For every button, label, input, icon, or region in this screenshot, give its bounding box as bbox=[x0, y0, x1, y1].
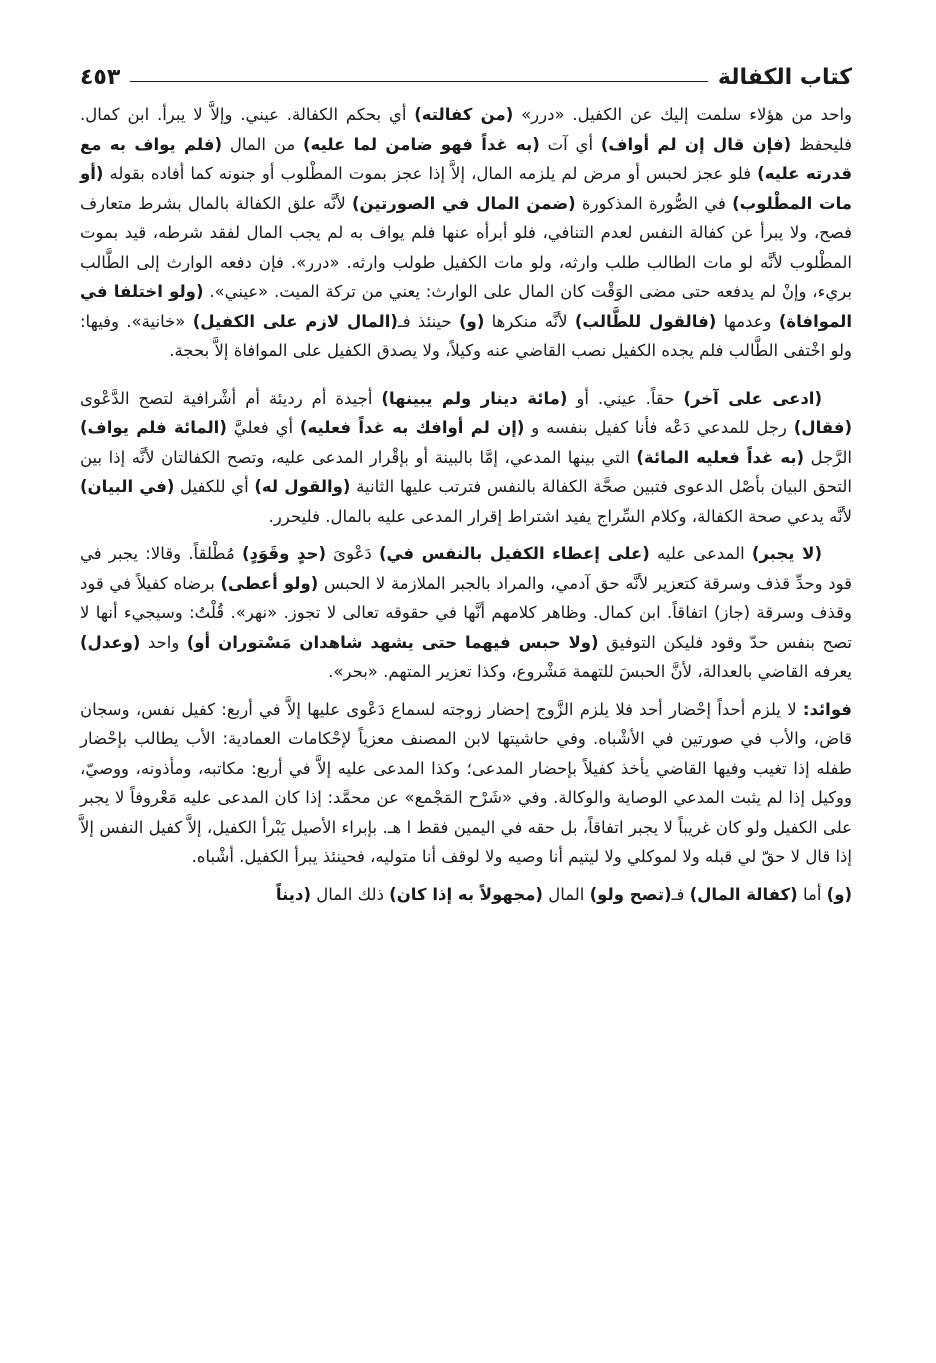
bold-matn-segment: (كفالة المال) bbox=[689, 884, 798, 904]
paragraph-2 bbox=[80, 384, 852, 532]
paragraph-5 bbox=[80, 880, 852, 910]
bold-matn-segment: (مائة دينار ولم يبينها) bbox=[381, 388, 568, 408]
bold-matn-segment: (إن لم أوافك به غداً فعليه) bbox=[299, 418, 525, 437]
paragraph-3 bbox=[80, 539, 852, 687]
header-rule bbox=[130, 81, 708, 82]
commentary-segment: ذلك المال bbox=[310, 884, 390, 904]
bold-matn-segment: (من كفالته) bbox=[414, 105, 514, 124]
commentary-segment: واحد من هؤلاء سلمت إليك عن الكفيل. «درر» bbox=[513, 105, 853, 124]
bold-matn-segment: (به غداً فهو ضامن لما عليه) bbox=[303, 134, 540, 154]
commentary-segment: لا يلزم أحداً إحْضار أحد فلا يلزم الزَّوج إحضار زوجته لسماع دَعْوى عليها إلاَّ في أربع: كفيل نفس، وسجان قاض، والأب في صورتين في الأشْباه. وفي حاشيتها لابن المصنف معزياً لإحْكامات العمادية: الأب يطالب بإحْضار طفله إذا تغيب وفيها القاضي يأخذ كفيلاً بإحضار المدعى؛ وكذا المدعى عليه إلاَّ في أربع: مكاتبه، ومأذونه، ووصيّ، ووكيل إذا لم يثبت المدعي الوصاية والوكالة. وفي «شَرْح المَجْمع» عن محمَّد: إذا كان المدعى عليه مَعْروفاً لا يجبر على الكفيل ولو كان غريباً لا يجبر اتفاقاً، بل حقه في اليمين فقط ا هـ. بإبراء الأصيل يَبْرأ الكفيل، إلاَّ كفيل النفس إلاَّ إذا قال لا حقّ لي قبله ولا لموكلي ولا ليتيم أنا وصيه ولا لوقف أنا متوليه، فحينئذ يبرأ الكفيل. أشْباه. bbox=[80, 699, 852, 866]
commentary-segment: مُطْلقاً. وقالا: يجبر في قود وحدِّ قذف وسرقة كتعزير لأنَّه حق آدمي، والمراد بالجبر الملازمة لا الحبس bbox=[80, 544, 852, 593]
commentary-segment: فلو عجز لحبس أو مرض لم يلزمه المال، إلاَّ إذا عجز بموت المطْلوب أو جنونه كما أفاده بقوله bbox=[103, 164, 758, 183]
bold-matn-segment: (ولو اختلفا في الموافاة) bbox=[80, 282, 853, 331]
bold-matn-segment: (المال لازم على الكفيل) bbox=[192, 311, 398, 331]
commentary-segment: حينئذ فـ bbox=[397, 311, 460, 331]
commentary-segment: فـ bbox=[671, 884, 690, 904]
bold-matn-segment: (تصح ولو) bbox=[589, 884, 672, 904]
commentary-segment: برضاه كفيلاً في قود وقذف وسرقة (جاز) اتفاقاً. ابن كمال. وظاهر كلامهم أنَّها في حقوقه تعالى لا تجوز. «نهر». قُلْتُ: وسيجيء أنها لا تصح بنفس حدّ وقود فليكن التوفيق bbox=[80, 573, 853, 652]
bold-matn-segment: (أو مات المطْلوب) bbox=[80, 164, 852, 213]
bold-matn-segment: (و) bbox=[826, 884, 852, 904]
commentary-segment: حقاً. عيني. أو bbox=[567, 388, 684, 408]
commentary-segment: رجل للمدعي دَعْه فأنا كفيل بنفسه و bbox=[524, 418, 794, 437]
paragraph-4 bbox=[80, 695, 852, 872]
commentary-segment: المدعى عليه bbox=[649, 544, 752, 563]
bold-matn-segment: (به غداً فعليه المائة) bbox=[636, 447, 805, 467]
bold-matn-segment: (وعدل) bbox=[80, 632, 141, 652]
commentary-segment: لأنَّه يدعي صحة الكفالة، وكلام السِّراج يفيد اشتراط إقرار المدعى عليه بالمال. فليحرر. bbox=[268, 506, 852, 526]
book-page bbox=[80, 56, 852, 1347]
bold-matn-segment: (ضمن المال في الصورتين) bbox=[351, 193, 576, 213]
commentary-segment: دَعْوىَ bbox=[325, 544, 379, 563]
bold-matn-segment: (على إعطاء الكفيل بالنفس في) bbox=[378, 544, 650, 563]
commentary-segment: واحد bbox=[140, 632, 187, 652]
bold-matn-segment: (و) bbox=[459, 311, 485, 331]
commentary-segment: وعدمها bbox=[716, 311, 779, 331]
commentary-segment: أجيدة أم رديئة أم أشْرافية لتصح الدَّعْوى bbox=[80, 388, 382, 408]
commentary-segment: يعرفه القاضي بالعدالة، لأنَّ الحبسَ للتهمة مَشْروع، وكذا تعزير المتهم. «بحر». bbox=[328, 662, 852, 681]
bold-matn-segment: (مجهولاً به إذا كان) bbox=[389, 884, 543, 904]
commentary-segment: أي بحكم الكفالة. عيني. وإلاَّ لا يبرأ. ابن كمال. فليحفظ bbox=[80, 105, 852, 154]
running-header bbox=[80, 56, 852, 90]
commentary-segment: المال bbox=[542, 884, 590, 904]
commentary-segment: في الصُّورة المذكورة bbox=[575, 193, 733, 213]
bold-matn-segment: (ديناً bbox=[275, 884, 311, 904]
bold-matn-segment: (فالقول للطَّالب) bbox=[574, 311, 717, 331]
bold-matn-segment: (فإن قال إن لم أواف) bbox=[600, 134, 792, 154]
book-title: كتاب الكفالة bbox=[717, 65, 852, 90]
page-number: ٤٥٣ bbox=[80, 65, 121, 90]
commentary-segment: أي آت bbox=[539, 134, 601, 154]
commentary-segment: «خانية». وفيها: ولو اخْتفى الطَّالب فلم يجده الكفيل نصب القاضي عنه وكيلاً، ولا يصدق الكفيل على الموافاة إلاَّ بحجة. bbox=[80, 311, 852, 360]
commentary-segment: الرَّجل bbox=[804, 447, 852, 467]
commentary-segment: لأنَّه منكرها bbox=[484, 311, 575, 331]
bold-matn-segment: (المائة فلم يواف) bbox=[80, 418, 227, 437]
bold-matn-segment: (لا يجبر) bbox=[751, 544, 822, 563]
paragraph-1 bbox=[80, 100, 852, 366]
commentary-segment: التي بينها المدعي، إمَّا بالبينة أو بإقْرار المدعى عليه، وتصح الكفالتان لأنَّه إذا بين التحق البيان بأصْل الدعوى فتبين صحَّة الكفالة بالنفس فترتب عليها الثانية bbox=[80, 447, 852, 496]
bold-matn-segment: (فلم يواف به مع قدرته عليه) bbox=[80, 134, 852, 183]
bold-matn-segment: (والقول له) bbox=[254, 477, 351, 496]
commentary-segment: لأنَّه علق الكفالة بالمال بشرط متعارف فصح، ولا يبرأ عن كفالة النفس لعدم التنافي، فلو أبرأه عنها فلم يواف به لم يجب المال لفقد شرطه، قيد بموت المطْلوب لأنَّه لو مات الطالب طلب وارثه، ولو مات الكفيل طولب وارثه. «درر». فإن دفعه الوارث إلى الطَّالب بريء، وإنْ لم يدفعه حتى مضى الوَقْت كان المال على الوارث: يعني من تركة الميت. «عيني». bbox=[80, 193, 852, 301]
bold-matn-segment: (ولو أعطى) bbox=[220, 573, 319, 593]
bold-matn-segment: (فقال) bbox=[793, 418, 852, 437]
commentary-segment: من المال bbox=[222, 134, 304, 154]
commentary-segment: أما bbox=[797, 884, 827, 904]
bold-matn-segment: (ادعى على آخر) bbox=[683, 388, 823, 408]
bold-matn-segment: فوائد: bbox=[802, 699, 852, 719]
body-text bbox=[80, 100, 852, 909]
bold-matn-segment: (حدٍ وقَوَدٍ) bbox=[241, 544, 326, 563]
commentary-segment: أي فعليَّ bbox=[226, 418, 300, 437]
bold-matn-segment: (في البيان) bbox=[80, 477, 175, 496]
commentary-segment: أي للكفيل bbox=[174, 477, 255, 496]
bold-matn-segment: (ولا حبس فيهما حتى يشهد شاهدان مَسْتوران أو) bbox=[186, 632, 599, 652]
